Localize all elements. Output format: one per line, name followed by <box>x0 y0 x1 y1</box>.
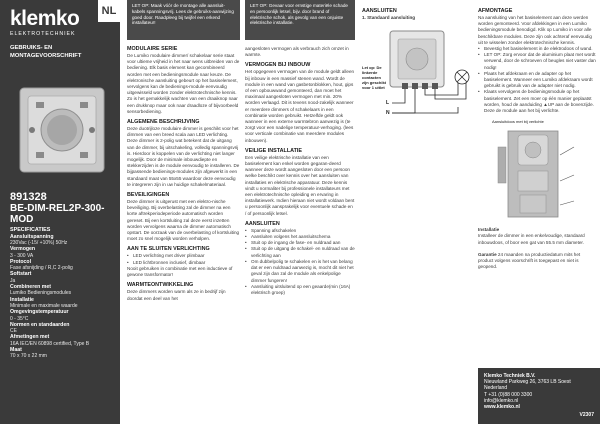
install-caption: Aansluitdoos met bij verlichte <box>492 119 544 125</box>
column-5 <box>478 0 596 424</box>
list-item: • Stuit op de ingang de fase- en nuldraad aan <box>245 240 355 246</box>
spec-item: Combineren met Lumiko Bedieningsmodules <box>10 284 72 297</box>
list-item: • Klaats vervolgens de bedieningsmodule op het basiselement. Zet een moer op één manier geplaatst worden, houd de aanduiding ▲UP aan de bovenzijde. Deze de module aan het bij verlichte. <box>478 89 596 114</box>
dimmer-device-illustration <box>14 84 110 176</box>
spec-item: Aansluitspanning 230Vac (-15/ +10%) 50Hz <box>10 233 68 246</box>
warning-note: LET OP: Maak vóór de montage alle aansluit-kabels spanningsvrij. Lees de gebruiks-aanwijzing goed door. Raadpleeg bij twijfel een erkend installateur! <box>127 0 240 40</box>
section-subtitle: 1. Standaard aansluiting <box>362 15 416 20</box>
guide-title <box>10 44 114 60</box>
spec-item: Installatie Minimale en maximale waarde <box>10 296 78 310</box>
spec-item: Afmetingen met 16A IEC/EN 60898 certified, Type B <box>10 334 90 347</box>
live-wire-label: L <box>386 100 390 107</box>
company-email: info@klemko.nl <box>484 397 519 404</box>
section-title: VEILIGE INSTALLATIE <box>245 147 303 154</box>
brand-logo <box>10 8 90 37</box>
list-item: • Aansluiting uitsluitend op een geaarde(min (16A) elektrisch groep) <box>245 284 355 296</box>
section-text: Deze dimmers worden warm als ze in bedrijf zijn doordat een deel van het <box>127 289 226 301</box>
company-address: Nieuwland Parkweg 26, 3763 LB Soest <box>484 379 571 386</box>
diagram-note: Let op: De linkerde contacten zijn geschikt voor 1 uitlet <box>362 65 387 91</box>
spec-item: Maat 70 x 70 x 22 mm <box>10 347 47 360</box>
specs-heading: SPECIFICATIES <box>10 227 51 233</box>
guarantee <box>478 252 596 271</box>
list-item: • Aansluiten volgens het aansluitschema <box>245 234 355 240</box>
list-item: • Om dubbelpolig te schakelen en is het van belang dat er een nuldraad aanwezig is, mocht dit niet het geval zijn dan zal de module als enkelpolige dimmer fungeren! <box>245 259 355 284</box>
company-website: www.klemko.nl <box>484 404 520 411</box>
guarantee-label: Garantie <box>478 251 497 257</box>
section-text: aangesloten vermogen als verbrauch zich omzet in warmte. <box>245 46 349 58</box>
section-title: AANSLUITEN <box>245 220 280 227</box>
left-panel <box>0 0 120 424</box>
section-text: Een veilige elektrische installatie van een basiselement kan enkel worden gegaran-deerd wanneer deze wordt aangesloten door een persoon welke beschikt over kennis over het aansluiten van installaties en elektrische apparatuur. Deze kennis vindt u normaliter bij professionele installateurs met een elektrotechnische opleiding en ervaring in installatiewerk. Indien hieraan niet wordt voldaan bent u persoonlijk aansprakelijk voor eventuele schade en / of persoonlijk letsel. <box>245 154 355 216</box>
install-title: Installatie <box>478 227 500 233</box>
list-item: • LED lichtbronnen inclusief, dimbaar <box>127 260 240 266</box>
section-title: AFMONTAGE <box>478 8 513 14</box>
company-name: Klemko Techniek B.V. <box>484 373 536 379</box>
guarantee-text: 24 maanden na productiedatum mits het product volgens voorschrift is toegepast en niet is geopend. <box>478 251 581 270</box>
connect-steps <box>245 228 355 296</box>
section-title: AAN TE SLUITEN VERLICHTING <box>127 246 210 253</box>
product-number: 891328 <box>10 191 47 203</box>
section-title: AANSLUITEN <box>362 8 397 14</box>
section-title: BEVEILIGINGEN <box>127 192 170 199</box>
installation-illustration <box>478 119 590 227</box>
guide-title-line1: GEBRUIKS- EN <box>10 45 53 51</box>
list-item: • LED verlichting met driver plimbaar <box>127 253 240 259</box>
spec-item: Omgevingstemperatuur 0 - 35°C <box>10 309 69 322</box>
section-title: VERMOGEN BIJ INBOUW <box>245 62 311 69</box>
column-4 <box>362 0 476 424</box>
section-text: Nooit gebruiken in combinatie met een inductieve of gewone transformator! <box>127 265 233 278</box>
section-text: Het opgegeven vermogen van de module geldt alleen bij inbouw in een massief stenen wand. Wordt de module in een wand van gasbetonblokken, hout, gips of een opbouwwand gemonteerd, dan moet het maximaal aangesloten vermogen met min. 20% worden verlaagd. Dit is tevens nood-zakelijk wanneer er meerdere dimmers of schakelaars in een combinatie worden gebruikt. Hetzelfde geldt ook wanneer in een externe warmtebron aanwezig is (te zorgt voor een nadelige temperatuur-verhoging. (lees voor verticale combinatie van meerdere modules inbouwen). <box>245 69 355 143</box>
logo-subtitle: ELEKTROTECHNIEK <box>10 31 76 37</box>
language-badge: NL <box>98 0 120 22</box>
section-text: Na aansluiting van het basiselement aan deze werden worden gemonteerd. Voor afdekkingen in een Lumiko bedieningsmodule benodigd. Klik op Lumiko in voor alle beschikbare modules. Deze zijn ook achteraf eenvoudig uit te wisselen zonder elektrotechnische kennis. <box>478 15 592 45</box>
spec-item: Softstart Ja <box>10 271 32 284</box>
document-version: V2307 <box>579 412 594 418</box>
product-name: BE-DIM-REL2P-300-MOD <box>10 203 105 225</box>
list-item: • Stuit op de uitgang de schakel- en nuldraad van de verlichting aan <box>245 246 355 258</box>
column-2 <box>127 0 240 424</box>
guide-title-line2: MONTAGEVOORSCHRIFT <box>10 53 82 59</box>
company-footer <box>478 368 600 424</box>
spec-item: Vermogen 3 - 300 VA <box>10 246 36 259</box>
lighting-list <box>127 253 240 265</box>
logo-text: klemko <box>10 7 80 30</box>
section-title: ALGEMENE BESCHRIJVING <box>127 119 200 126</box>
list-item: • Spanning afschakelen <box>245 228 355 234</box>
mounting-steps <box>478 46 596 114</box>
list-item: • Bevestig het basiselement in de elektrodoos of wand. <box>478 46 596 52</box>
spec-item: Normen en standaarden CE <box>10 321 70 335</box>
list-item: • Plaats het afdekraam en de adapter op het basiselement. Wanneer een Lumiko afdekraam wordt gebruikt is gebruik van de adapter niet nodig. <box>478 71 596 90</box>
spec-item: Protocol Fase afsnijding / R,C 2-polig <box>10 258 73 272</box>
section-text: Deze duotrijloze modulaire dimmer is geschikt voor het dimmen van een breed scala aan LED verlichting. Deze dimmer is 2-polig wat betekent dat de uitgang van de dimmer, bij uitschakeling, volledig spanningsvrij is. Hierdoor is koppelen van de verlichting niet langer mogelijk. Door de minimale inbouwdiepte en stekkerzijden is de module eenvoudig te installeren. De bijpassende bedienings-modules zijn afgewerkt in een standaard maat van 55x55 waardoor deze eenvoudig te integreren zijn in uw huidige schakelmateriaal. <box>127 126 240 187</box>
neutral-wire-label: N <box>386 110 390 117</box>
warning-note: LET OP: Gevaar voor ernstige materiële schade en persoonlijk letsel, bijv. door brand of elektrische schok, als gevolg van een onjuiste elektrische installatie. <box>245 0 355 40</box>
specifications <box>10 227 116 360</box>
company-country: Nederland <box>484 385 508 392</box>
company-phone: T +31 (0)88 000 3300 <box>484 391 533 398</box>
section-title: WARMTEONTWIKKELING <box>127 282 194 289</box>
section-text: De Lumiko modulaire dimmer/ schakelaar serie staat voor ultieme vrijheid in het naar wens uitbreiden van de bediening. Elk basis element kan gecombineerd worden met een bedieningsmodule naar keuze. De elektronische aansluiting gebeurt op het basiselement, vervolgens kan de bedienings-module eenvoudig uitgewisseld worden zonder elektrotechnische kennis. Zo is het gemakkelijk wachten van een draaiknop naar een drukknop maar ook naar draadloze of bijvoorbeeld sensorbediening. <box>127 53 240 114</box>
wiring-diagram <box>362 25 474 125</box>
section-text: Deze dimmer is uitgerust met een elektro-nische beveiliging. Bij overbelasting zal de dimmer na een korte aftrekperiodeperiode automatisch worden gereset. Bij een kortsluiting zal deze eerst inzetten worden vervolgens waarna de dimmer automatisch opstart. De oorzaak van de overbelasting of kortsluiting moet zo snel mogelijk worden verholpen. <box>127 199 240 242</box>
column-3 <box>245 0 355 424</box>
list-item: • LET OP: Zorg ervoor dat de aluminium plaat met wordt verwend, door de schroeven of beugles niet vaster dan nodig! <box>478 52 596 71</box>
installation-svg <box>478 125 590 225</box>
section-title: MODULAIRE SERIE <box>127 46 178 52</box>
install-text: Installeer de dimmer in een enkelvoudige, standaard inbouwdoos, of boor een gat van 55.5 mm diameter. <box>478 233 585 245</box>
